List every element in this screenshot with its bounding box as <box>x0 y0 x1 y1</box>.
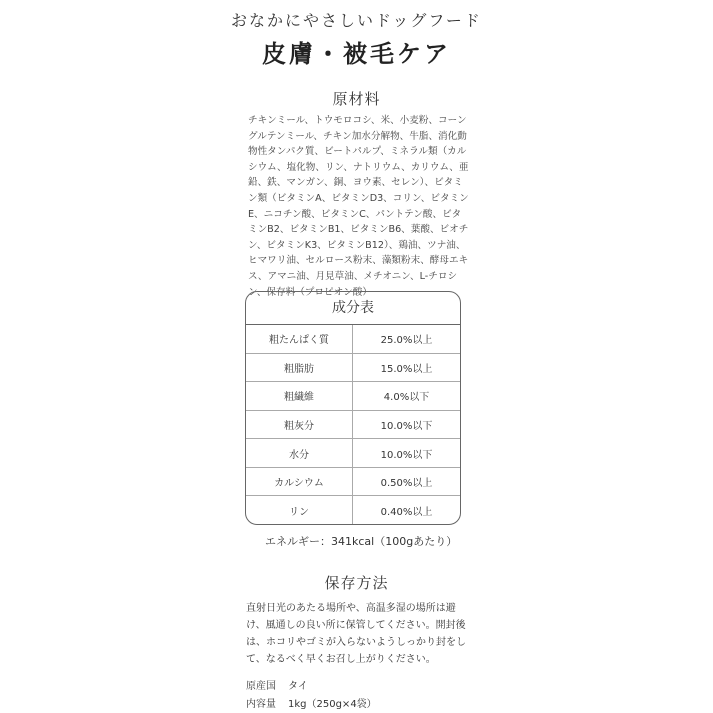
origin-label: 原産国 <box>246 681 276 692</box>
table-row <box>246 382 460 411</box>
nutrient-value: 4.0%以下 <box>383 392 430 404</box>
nutrient-name: 水分 <box>246 439 353 467</box>
ingredients-heading: 原材料 <box>332 90 381 108</box>
nutrient-value: 15.0%以上 <box>380 363 433 375</box>
nutrient-name: カルシウム <box>246 468 353 496</box>
nutrient-value: 10.0%以下 <box>380 449 433 461</box>
nutrient-value: 10.0%以下 <box>380 420 433 432</box>
nutrient-name: 粗脂肪 <box>246 354 353 382</box>
capacity-value: 1kg（250g×4袋） <box>288 699 377 710</box>
capacity-row <box>246 695 377 710</box>
origin-value: タイ <box>288 681 308 692</box>
table-row <box>246 325 460 354</box>
nutrient-value: 25.0%以上 <box>380 335 433 347</box>
product-subtitle: おなかにやさしいドッグフード <box>231 11 482 30</box>
energy-value: エネルギー：341kcal（100gあたり） <box>265 535 458 548</box>
nutrient-name: 粗繊維 <box>246 382 353 410</box>
nutrient-name: 粗灰分 <box>246 411 353 439</box>
nutrient-value: 0.40%以上 <box>380 507 433 519</box>
analysis-heading: 成分表 <box>246 292 460 325</box>
nutrient-name: 粗たんぱく質 <box>246 325 353 353</box>
table-row <box>246 496 460 525</box>
ingredients-text: チキンミール、トウモロコシ、米、小麦粉、コーングルテンミール、チキン加水分解物、牛脂、消化動物性タンパク質、ビートパルプ、ミネラル類（カルシウム、塩化物、リン、ナトリウム、カリウム、亜鉛、鉄、マンガン、銅、ヨウ素、セレン）、ビタミン類（ビタミンA、ビタミンD3、コリン、ビタミンE、ニコチン酸、ビタミンC、パントテン酸、ビタミンB2、ビタミンB1、ビタミンB6、葉酸、ビオチン、ビタミンK3、ビタミンB12）、鶏油、ツナ油、ヒマワリ油、セルロース粉末、藻類粉末、酵母エキス、アマニ油、月見草油、メチオニン、L-チロシン、保存料（プロピオン酸） <box>248 115 469 298</box>
table-row <box>246 439 460 468</box>
product-title: 皮膚・被毛ケア <box>262 40 451 68</box>
storage-text: 直射日光のあたる場所や、高温多湿の場所は避け、風通しの良い所に保管してください。開封後は、ホコリやゴミが入らないようしっかり封をして、なるべく早くお召し上がりください。 <box>246 603 466 665</box>
origin-row <box>246 677 308 692</box>
nutrient-value: 0.50%以上 <box>380 478 433 490</box>
nutrient-name: リン <box>246 496 353 525</box>
table-row <box>246 411 460 440</box>
analysis-table <box>245 291 461 525</box>
capacity-label: 内容量 <box>246 699 276 710</box>
storage-heading: 保存方法 <box>324 574 389 592</box>
table-row <box>246 354 460 383</box>
table-row <box>246 468 460 497</box>
